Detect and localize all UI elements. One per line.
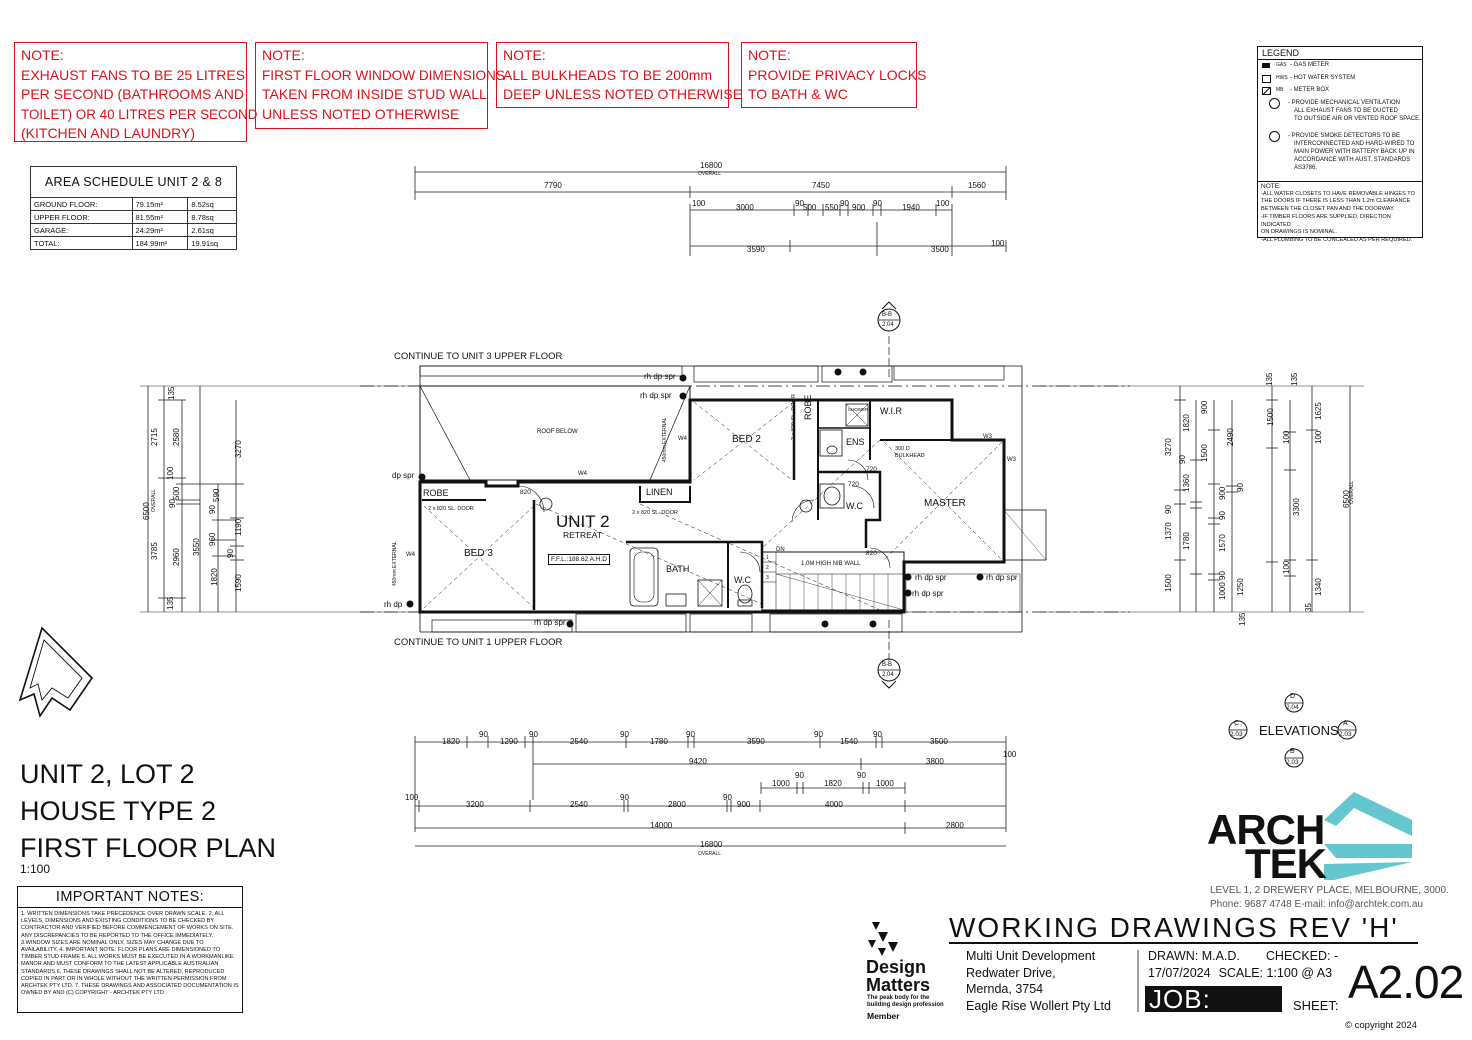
job-number: JOB: 300.18 (1145, 986, 1282, 1012)
continue-bottom-label: CONTINUE TO UNIT 1 UPPER FLOOR (394, 637, 563, 648)
cell: TOTAL: (31, 237, 133, 250)
stair-number: 1 (766, 555, 769, 561)
door-label: 2 x 820 SL. DOOR (791, 394, 797, 440)
window-tag: W3 (983, 434, 992, 440)
dimension-text: 3800 (926, 757, 944, 766)
copyright: © copyright 2024 (1345, 1020, 1417, 1031)
contact-line: Phone: 9687 4748 E-mail: info@archtek.com.au (1210, 898, 1424, 910)
area-schedule-title: AREA SCHEDULE UNIT 2 & 8 (31, 167, 237, 198)
dimension-text: 100 (1003, 750, 1017, 759)
legend-title: LEGEND (1258, 47, 1422, 60)
room-wc-ensuite: W.C (846, 501, 863, 511)
dimension-text: 1780 (1182, 532, 1191, 550)
dimension-text: 900 (1200, 400, 1209, 414)
downpipe-label: rh dp spr (644, 372, 676, 381)
note-head: NOTE: (503, 47, 546, 63)
dimension-text: 1000 (876, 779, 894, 788)
dimension-text: 1370 (1164, 522, 1173, 540)
note-line: PROVIDE PRIVACY LOCKS (748, 66, 927, 83)
room-linen: LINEN (646, 487, 673, 497)
dimension-text: 100 (166, 466, 175, 480)
dimension-text: 1820 (442, 737, 460, 746)
dimension-text: 90 (1218, 571, 1227, 580)
important-notes-title: IMPORTANT NOTES: (18, 887, 242, 908)
dimension-text: 90 (857, 771, 866, 780)
door-size-label: 720 (866, 466, 877, 473)
legend-line: -IF TIMBER FLOORS ARE SUPPLIED, DIRECTION INDICATED (1261, 213, 1391, 228)
dimension-text: 1820 (1182, 414, 1191, 432)
legend-line: AS3786. (1294, 165, 1318, 171)
note-head: NOTE: (262, 47, 305, 63)
legend-note-head: NOTE: (1261, 183, 1281, 190)
dimension-text: 2540 (570, 800, 588, 809)
stair-number: 3 (766, 575, 769, 581)
dimension-text: 14000 (650, 821, 673, 830)
dimension-text: 100 (1314, 430, 1323, 444)
dimension-text: 135 (1290, 372, 1299, 386)
dimension-text: 1000 (1218, 582, 1227, 600)
dimension-text: 16800 (700, 161, 723, 170)
dimension-text: 3270 (1164, 438, 1173, 456)
dimension-text: 3500 (931, 245, 949, 254)
room-robe-bed2: ROBE (803, 394, 813, 420)
project-line: Eagle Rise Wollert Pty Ltd (966, 998, 1111, 1013)
dimension-text: OVERALL (698, 851, 722, 857)
elevation-b: B (1290, 748, 1295, 755)
dimension-text: 2540 (570, 737, 588, 746)
tagline-line: The peak body for the (867, 995, 930, 1001)
dimension-text: 90 (208, 505, 217, 514)
dimension-text: 2800 (946, 821, 964, 830)
dimension-text: 100 (405, 793, 419, 802)
company-address (1210, 884, 1449, 911)
window-tag: W4 (578, 471, 587, 477)
elevation-a: A (1343, 720, 1348, 727)
important-notes-body: 1. WRITTEN DIMENSIONS TAKE PRECEDENCE OVER DRAWN SCALE. 2. ALL LEVELS, DIMENSIONS AND EXISTING CONDITIONS TO BE CHECKED BY CONTRACTOR AND VERIFIED BEFORE COMMENCEMENT OF WORKS ON SITE. ANY DISCREPANCIES TO BE REPORTED TO THE OFFICE IMMEDIATELY. 3.WINDOW SIZES ARE NOMINAL ONLY, SIZES MAY CHANGE DUE TO AVAILABILITY. 4. IMPORTANT NOTE: FLOOR PLANS ARE DIMENSIONED TO TIMBER STUD FRAME 5. ALL WORKS MUST BE EXECUTED IN A WORKMANLIKE MANOR AND MUST CONFORM TO THE LATEST APPLICABLE AUSTRALIAN STANDARDS 6. THESE DRAWINGS SHALL NOT BE ALTERED, REPRODUCED COPIED IN PART OR IN WHOLE WITHOUT THE WRITTEN PERMISSION FROM ARCHTEK PTY LTD. 7. THESE DRAWINGS AND ASSOCIATED DOCUMENTATION IS OWNED BY AND (C) COPYRIGHT - ARCHTEK PTY LTD (21, 911, 239, 997)
cell: 8.78sq (188, 211, 237, 224)
dimension-text: 550 (825, 203, 839, 212)
dimension-text: 1625 (1314, 402, 1323, 420)
cell: 24.29m² (132, 224, 188, 237)
drawing-date: 17/07/2024 (1148, 965, 1211, 980)
design-matters-logo (866, 958, 930, 994)
elevation-d-sheet: 2.04 (1286, 704, 1299, 711)
dimension-text: OVERALL (151, 488, 157, 512)
dimension-text: 500 (172, 486, 181, 500)
ffl-label: F.F.L.:188.62 A.H.D (548, 554, 610, 565)
section-marker-bottom: B-B (882, 662, 893, 668)
dimension-text: 1780 (650, 737, 668, 746)
drawn-details (1148, 948, 1338, 981)
dimension-text: 135 (166, 596, 175, 610)
dimension-text: 4000 (825, 800, 843, 809)
cell: 81.55m² (132, 211, 188, 224)
dimension-text: 100 (991, 239, 1005, 248)
window-tag: W4 (406, 552, 415, 558)
dimension-text: 1820 (824, 779, 842, 788)
dimension-text: 3785 (150, 542, 159, 560)
dimension-text: 90 (686, 730, 695, 739)
unit-label: UNIT 2 (556, 512, 610, 531)
title-line: UNIT 2, LOT 2 (20, 759, 195, 789)
note-line: DEEP UNLESS NOTED OTHERWISE (503, 86, 743, 103)
cell: 19.91sq (188, 237, 237, 250)
note-line: TAKEN FROM INSIDE STUD WALL (262, 86, 487, 103)
dimension-text: OVERALL (698, 171, 722, 177)
project-line: Redwater Drive, (966, 965, 1056, 980)
dimension-text: 90 (1178, 455, 1187, 464)
retreat-label: RETREAT (563, 530, 603, 540)
legend-line: -ALL PLUMBING TO BE CONCEALED AS PER REQUIRED. (1261, 236, 1413, 243)
legend-line: BETWEEN THE CLOSET PAN AND THE DOORWAY. (1261, 206, 1395, 213)
legend-line: -ALL WATER CLOSETS TO HAVE REMOVABLE HINGES TO (1261, 190, 1415, 197)
dimension-text: 90 (1218, 511, 1227, 520)
window-tag: W3 (1007, 457, 1016, 463)
dimension-text: 90 (529, 730, 538, 739)
project-line: Mernda, 3754 (966, 982, 1044, 996)
dimension-text: 90 (840, 199, 849, 208)
shower-label: SHOWER (848, 407, 869, 412)
stair-number: 2 (766, 565, 769, 571)
legend-line: - PROVIDE MECHANICAL VENTILATION (1288, 100, 1401, 106)
elevation-c: C (1234, 720, 1240, 727)
section-marker-top: B-B (882, 312, 893, 318)
dimension-text: 2800 (668, 800, 686, 809)
section-sheet-top: 2.04 (882, 322, 894, 328)
note-line: UNLESS NOTED OTHERWISE (262, 105, 460, 122)
dimension-text: 90 (479, 730, 488, 739)
room-wir: W.I.R (880, 406, 902, 416)
dimension-text: 3000 (736, 203, 754, 212)
note-line: FIRST FLOOR WINDOW DIMENSIONS (262, 67, 505, 83)
downpipe-label: rh dp (384, 600, 403, 609)
downpipe-label: rh dp spr (534, 618, 566, 627)
design-matters-tagline (867, 995, 944, 1008)
drawing-scale: 1:100 (20, 862, 51, 876)
dimension-text: 1500 (1266, 408, 1275, 426)
dimension-text: 90 (814, 730, 823, 739)
title-line: HOUSE TYPE 2 (20, 796, 217, 826)
door-size-label: 820 (520, 489, 531, 496)
note-line: ALL BULKHEADS TO BE 200mm (503, 66, 713, 83)
dimension-text: 100 (692, 199, 706, 208)
door-label: 2 x 820 SL. DOOR (632, 510, 678, 516)
note-head: NOTE: (748, 47, 791, 63)
title-line: FIRST FLOOR PLAN (20, 833, 277, 863)
dimension-text: 90 (795, 771, 804, 780)
roof-below-label: ROOF BELOW (537, 429, 578, 435)
elevation-c-sheet: 2.03 (1230, 731, 1243, 738)
downpipe-label: rh dp spr (986, 573, 1018, 582)
door-size-label: 820 (866, 550, 877, 557)
downpipe-label: dp spr (392, 471, 415, 480)
working-drawings-title: WORKING DRAWINGS REV 'H' (949, 912, 1399, 943)
dimension-text: 500 (803, 203, 817, 212)
dimension-text: 2715 (150, 428, 159, 446)
dimension-text: 16800 (700, 840, 723, 849)
external-label: 450mm EXTERNAL (392, 541, 398, 586)
window-tag: W4 (678, 436, 687, 442)
dimension-text: 3550 (192, 538, 201, 556)
sheet-label: SHEET: (1293, 998, 1339, 1013)
dimension-text: 6500 (1342, 490, 1351, 508)
downpipe-label: rh dp spr (640, 391, 672, 400)
dimension-text: 3200 (466, 800, 484, 809)
dimension-text: 90 (226, 549, 235, 558)
cell: GARAGE: (31, 224, 133, 237)
archtek-logo (1207, 806, 1326, 887)
dimension-text: 90 (168, 499, 177, 508)
legend-code: HWS (1276, 75, 1288, 81)
dimension-text: 100 (936, 199, 950, 208)
dimension-text: 90 (795, 199, 804, 208)
dimension-text: 9420 (689, 757, 707, 766)
dimension-text: 590 (212, 488, 221, 502)
legend-line: THE DOORS IF THERE IS LESS THAN 1.2m CLEARANCE (1261, 198, 1411, 205)
room-wc: W.C (734, 575, 751, 585)
dimension-text: 90 (620, 793, 629, 802)
legend-text: - GAS METER (1290, 62, 1330, 68)
dimension-text: 3590 (747, 245, 765, 254)
elevation-a-sheet: 2.03 (1339, 731, 1352, 738)
continue-top-label: CONTINUE TO UNIT 3 UPPER FLOOR (394, 351, 563, 362)
archtek-logo-graphic (1324, 792, 1412, 880)
dimension-text: 3300 (1292, 498, 1301, 516)
logo-text: Matters (866, 975, 931, 995)
project-details (966, 948, 1111, 1014)
address-line: LEVEL 1, 2 DREWERY PLACE, MELBOURNE, 3000. (1210, 885, 1449, 896)
design-matters-logo-graphic (868, 922, 898, 956)
dimension-text: 90 (620, 730, 629, 739)
dimension-text: 90 (723, 793, 732, 802)
dimension-text: 7450 (812, 181, 830, 190)
dimension-text: 1570 (1218, 534, 1227, 552)
dimension-text: 1590 (234, 574, 243, 592)
door-size-label: 720 (848, 481, 859, 488)
dimension-text: 900 (852, 203, 866, 212)
dimension-text: 900 (1218, 486, 1227, 500)
downpipe-label: rh dp spr (912, 589, 944, 598)
design-matters-member: Member (867, 1011, 900, 1021)
dimension-text: 1250 (1236, 578, 1245, 596)
dimension-text: 1500 (1200, 444, 1209, 462)
drawn-by: DRAWN: M.A.D. (1148, 949, 1240, 963)
logo-text: Design (866, 957, 927, 977)
room-bed3: BED 3 (464, 548, 493, 559)
note-line: (KITCHEN AND LAUNDRY) (21, 125, 195, 142)
downpipe-label: rh dp spr (915, 573, 947, 582)
dimension-text: 960 (208, 532, 217, 546)
drawing-title (20, 756, 276, 867)
dimension-text: 3500 (930, 737, 948, 746)
note-line: TO BATH & WC (748, 86, 848, 103)
cell: 184.99m² (132, 237, 188, 250)
legend-text: - HOT WATER SYSTEM (1290, 75, 1356, 81)
note-line: EXHAUST FANS TO BE 25 LITRES (21, 66, 246, 83)
dimension-text: 1290 (500, 737, 518, 746)
dimension-text: 1820 (210, 568, 219, 586)
legend-line: MAIN POWER WITH BATTERY BACK UP IN (1294, 149, 1415, 155)
dimension-text: 3590 (747, 737, 765, 746)
checked-by: CHECKED: - (1265, 949, 1339, 963)
cell: 8.52sq (188, 198, 237, 211)
elevation-d: D (1290, 693, 1296, 700)
dimension-text: 3270 (234, 440, 243, 458)
external-label: 450mm EXTERNAL (662, 417, 668, 462)
nib-wall-label: 1.0M HIGH NIB WALL (801, 561, 861, 567)
cell: GROUND FLOOR: (31, 198, 133, 211)
dimension-text: 90 (873, 199, 882, 208)
legend-line: INTERCONNECTED AND HARD-WIRED TO (1294, 141, 1415, 147)
important-notes-box (17, 886, 243, 1013)
dimension-text: 1360 (1182, 474, 1191, 492)
dimension-text: 135 (167, 386, 176, 400)
elevations-label: ELEVATIONS (1259, 723, 1339, 738)
room-bed2: BED 2 (732, 434, 761, 445)
dimension-text: OVERALL (1349, 480, 1355, 504)
dimension-text: 1190 (234, 518, 243, 536)
note-line: TOILET) OR 40 LITRES PER SECOND (21, 106, 258, 122)
legend-code: MB (1276, 87, 1284, 93)
dimension-text: 90 (873, 730, 882, 739)
bulkhead-label: 300 D BULKHEAD (895, 446, 925, 459)
dimension-text: 2580 (172, 428, 181, 446)
dimension-text: 1500 (1164, 574, 1173, 592)
dimension-text: 35 (1304, 603, 1313, 612)
section-sheet-bottom: 2.04 (882, 672, 894, 678)
dimension-text: 2960 (172, 548, 181, 566)
dimension-text: 90 (1164, 505, 1173, 514)
dimension-text: 90 (1236, 483, 1245, 492)
door-label: 2 x 820 SL. DOOR (428, 506, 474, 512)
stair-down-label: DN (776, 547, 785, 553)
dimension-text: 135 (1238, 612, 1247, 626)
note-head: NOTE: (21, 47, 64, 63)
dimension-text: 100 (1282, 430, 1291, 444)
legend-line: - PROVIDE SMOKE DETECTORS TO BE (1288, 133, 1401, 139)
dimension-text: 1000 (772, 779, 790, 788)
legend-code: GAS (1276, 62, 1287, 68)
cell: UPPER FLOOR: (31, 211, 133, 224)
dimension-text: 2490 (1226, 428, 1235, 446)
room-ens: ENS (846, 437, 865, 447)
legend-text: - METER BOX (1290, 87, 1330, 93)
dimension-text: 135 (1265, 372, 1274, 386)
dimension-text: 1940 (902, 203, 920, 212)
legend-line: ACCORDANCE WITH AUST. STANDARDS (1294, 157, 1411, 163)
sheet-number: A2.02 (1348, 956, 1464, 1008)
dimension-text: 6500 (142, 502, 151, 520)
dimension-text: 100 (1282, 560, 1291, 574)
dimension-text: 1340 (1314, 578, 1323, 596)
room-robe: ROBE (423, 488, 449, 498)
dimension-text: 1540 (840, 737, 858, 746)
project-line: Multi Unit Development (966, 949, 1096, 963)
legend-line: ON DRAWINGS IS NOMINAL. (1261, 229, 1337, 236)
room-bath: BATH (666, 564, 690, 574)
dimension-text: 7790 (544, 181, 562, 190)
dimension-text: 1560 (968, 181, 986, 190)
dimension-text: 900 (737, 800, 751, 809)
logo-text: ARCH (1207, 806, 1325, 853)
logo-text: TEK (1245, 840, 1326, 887)
tagline-line: building design profession (867, 1001, 944, 1008)
elevation-b-sheet: 2.03 (1286, 759, 1299, 766)
legend-line: TO OUTSIDE AIR OR VENTED ROOF SPACE. (1294, 116, 1421, 122)
room-master: MASTER (924, 498, 966, 509)
note-line: PER SECOND (BATHROOMS AND (21, 86, 244, 103)
cell: 2.61sq (188, 224, 237, 237)
legend-line: ALL EXHAUST FANS TO BE DUCTED (1294, 108, 1398, 114)
drawing-scale-a3: SCALE: 1:100 @ A3 (1218, 965, 1333, 980)
cell: 79.15m² (132, 198, 188, 211)
